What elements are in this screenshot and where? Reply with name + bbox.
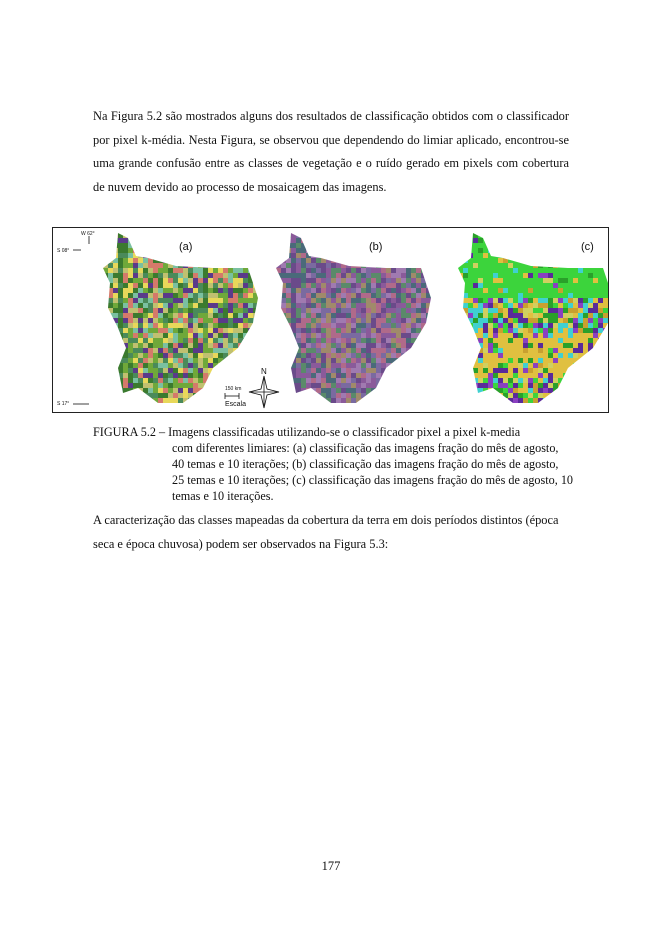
figure-caption xyxy=(93,424,573,504)
intro-paragraph: Na Figura 5.2 são mostrados alguns dos resultados de classificação obtidos com o classificador por pixel k-média. Nesta Figura, se observou que dependendo do limiar aplicado, encontrou-se uma grande confusão entre as classes de vegetação e o ruído gerado em pixels com cobertura de nuvem devido ao processo de mosaicagem das imagens. xyxy=(93,109,569,194)
scale-label: Escala xyxy=(225,401,247,408)
map-panel-b xyxy=(261,228,441,413)
map-panel-c xyxy=(443,228,609,413)
coord-latitude-bottom: S 17° xyxy=(57,401,70,407)
coord-latitude-top: S 08° xyxy=(57,248,70,254)
scale-bar-text: 150 km xyxy=(225,386,242,392)
caption-continuation: com diferentes limiares: (a) classificação das imagens fração do mês de agosto, 40 temas e 10 iterações; (b) classificação das imagens fração do mês de agosto, 25 temas e 10 iterações; (c) classificação das imagens fração do mês de agosto, 10 temas e 10 iterações. xyxy=(172,441,574,503)
classified-maps-image xyxy=(53,228,609,413)
north-arrow-label: N xyxy=(261,367,267,376)
panel-label-a: (a) xyxy=(179,241,193,253)
caption-first-line: FIGURA 5.2 – Imagens classificadas utilizando-se o classificador pixel a pixel k-media xyxy=(93,425,521,439)
classification-figure xyxy=(52,227,609,413)
panel-label-b: (b) xyxy=(369,241,383,253)
page-number: 177 xyxy=(321,859,341,873)
panel-label-c: (c) xyxy=(581,241,594,253)
body-paragraph: A caracterização das classes mapeadas da cobertura da terra em dois períodos distintos (época seca e época chuvosa) podem ser observados na Figura 5.3: xyxy=(93,513,559,551)
coord-longitude: W 62° xyxy=(81,231,95,237)
